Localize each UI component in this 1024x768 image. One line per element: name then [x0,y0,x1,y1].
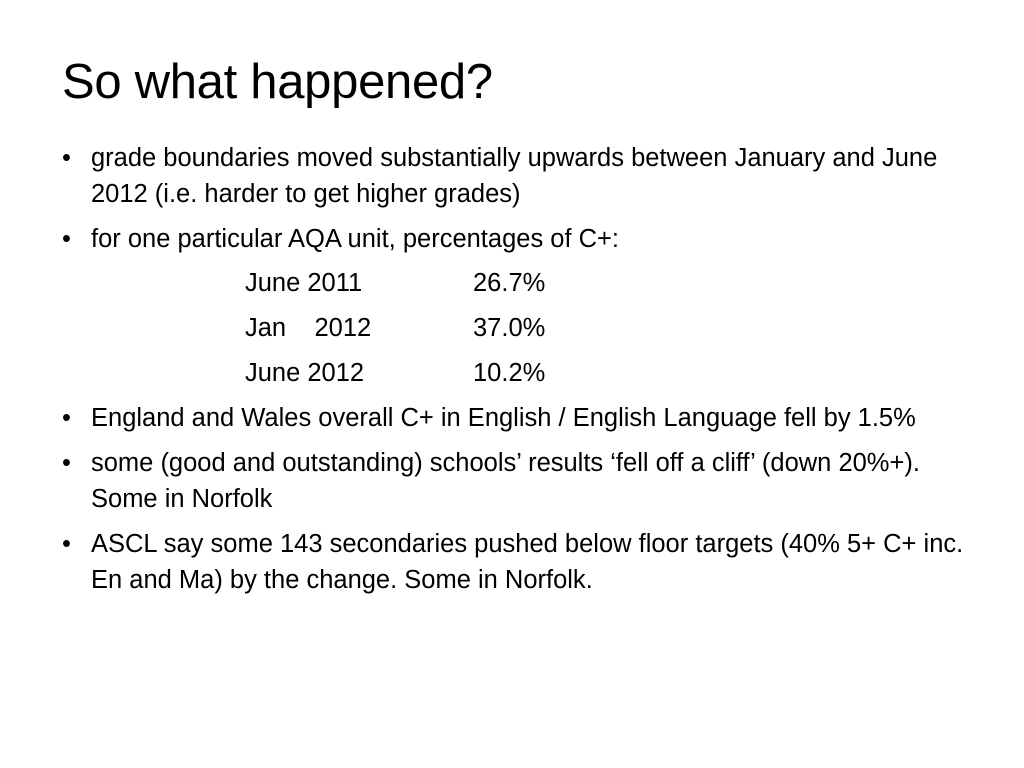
slide-body [62,140,972,607]
table-row [245,265,972,310]
bullet-item [62,140,972,212]
bullet-text: ASCL say some 143 secondaries pushed below floor targets (40% 5+ C+ inc. En and Ma) by the change. Some in Norfolk. [91,530,964,594]
bullet-dot-icon: • [62,449,71,477]
percentages-table [245,265,972,391]
bullet-text: grade boundaries moved substantially upwards between January and June 2012 (i.e. harder to get higher grades) [91,144,938,208]
table-row [245,310,972,355]
table-row-label: Jan 2012 [245,314,372,342]
table-row-label: June 2012 [245,359,365,387]
slide-title: So what happened? [62,55,493,109]
table-row-value: 10.2% [473,359,546,387]
table-row-value: 37.0% [473,314,546,342]
bullet-item [62,445,972,517]
table-row-label: June 2011 [245,269,363,297]
bullet-dot-icon: • [62,530,71,558]
bullet-dot-icon: • [62,404,71,432]
bullet-text: England and Wales overall C+ in English / English Language fell by 1.5% [91,404,916,432]
table-row-value: 26.7% [473,269,546,297]
bullet-dot-icon: • [62,144,71,172]
bullet-text: some (good and outstanding) schools’ results ‘fell off a cliff’ (down 20%+). Some in Norfolk [91,449,920,513]
bullet-text: for one particular AQA unit, percentages of C+: [91,225,620,253]
bullet-item [62,526,972,598]
bullet-item [62,221,972,257]
bullet-dot-icon: • [62,225,71,253]
table-row [245,355,972,391]
bullet-item [62,400,972,436]
